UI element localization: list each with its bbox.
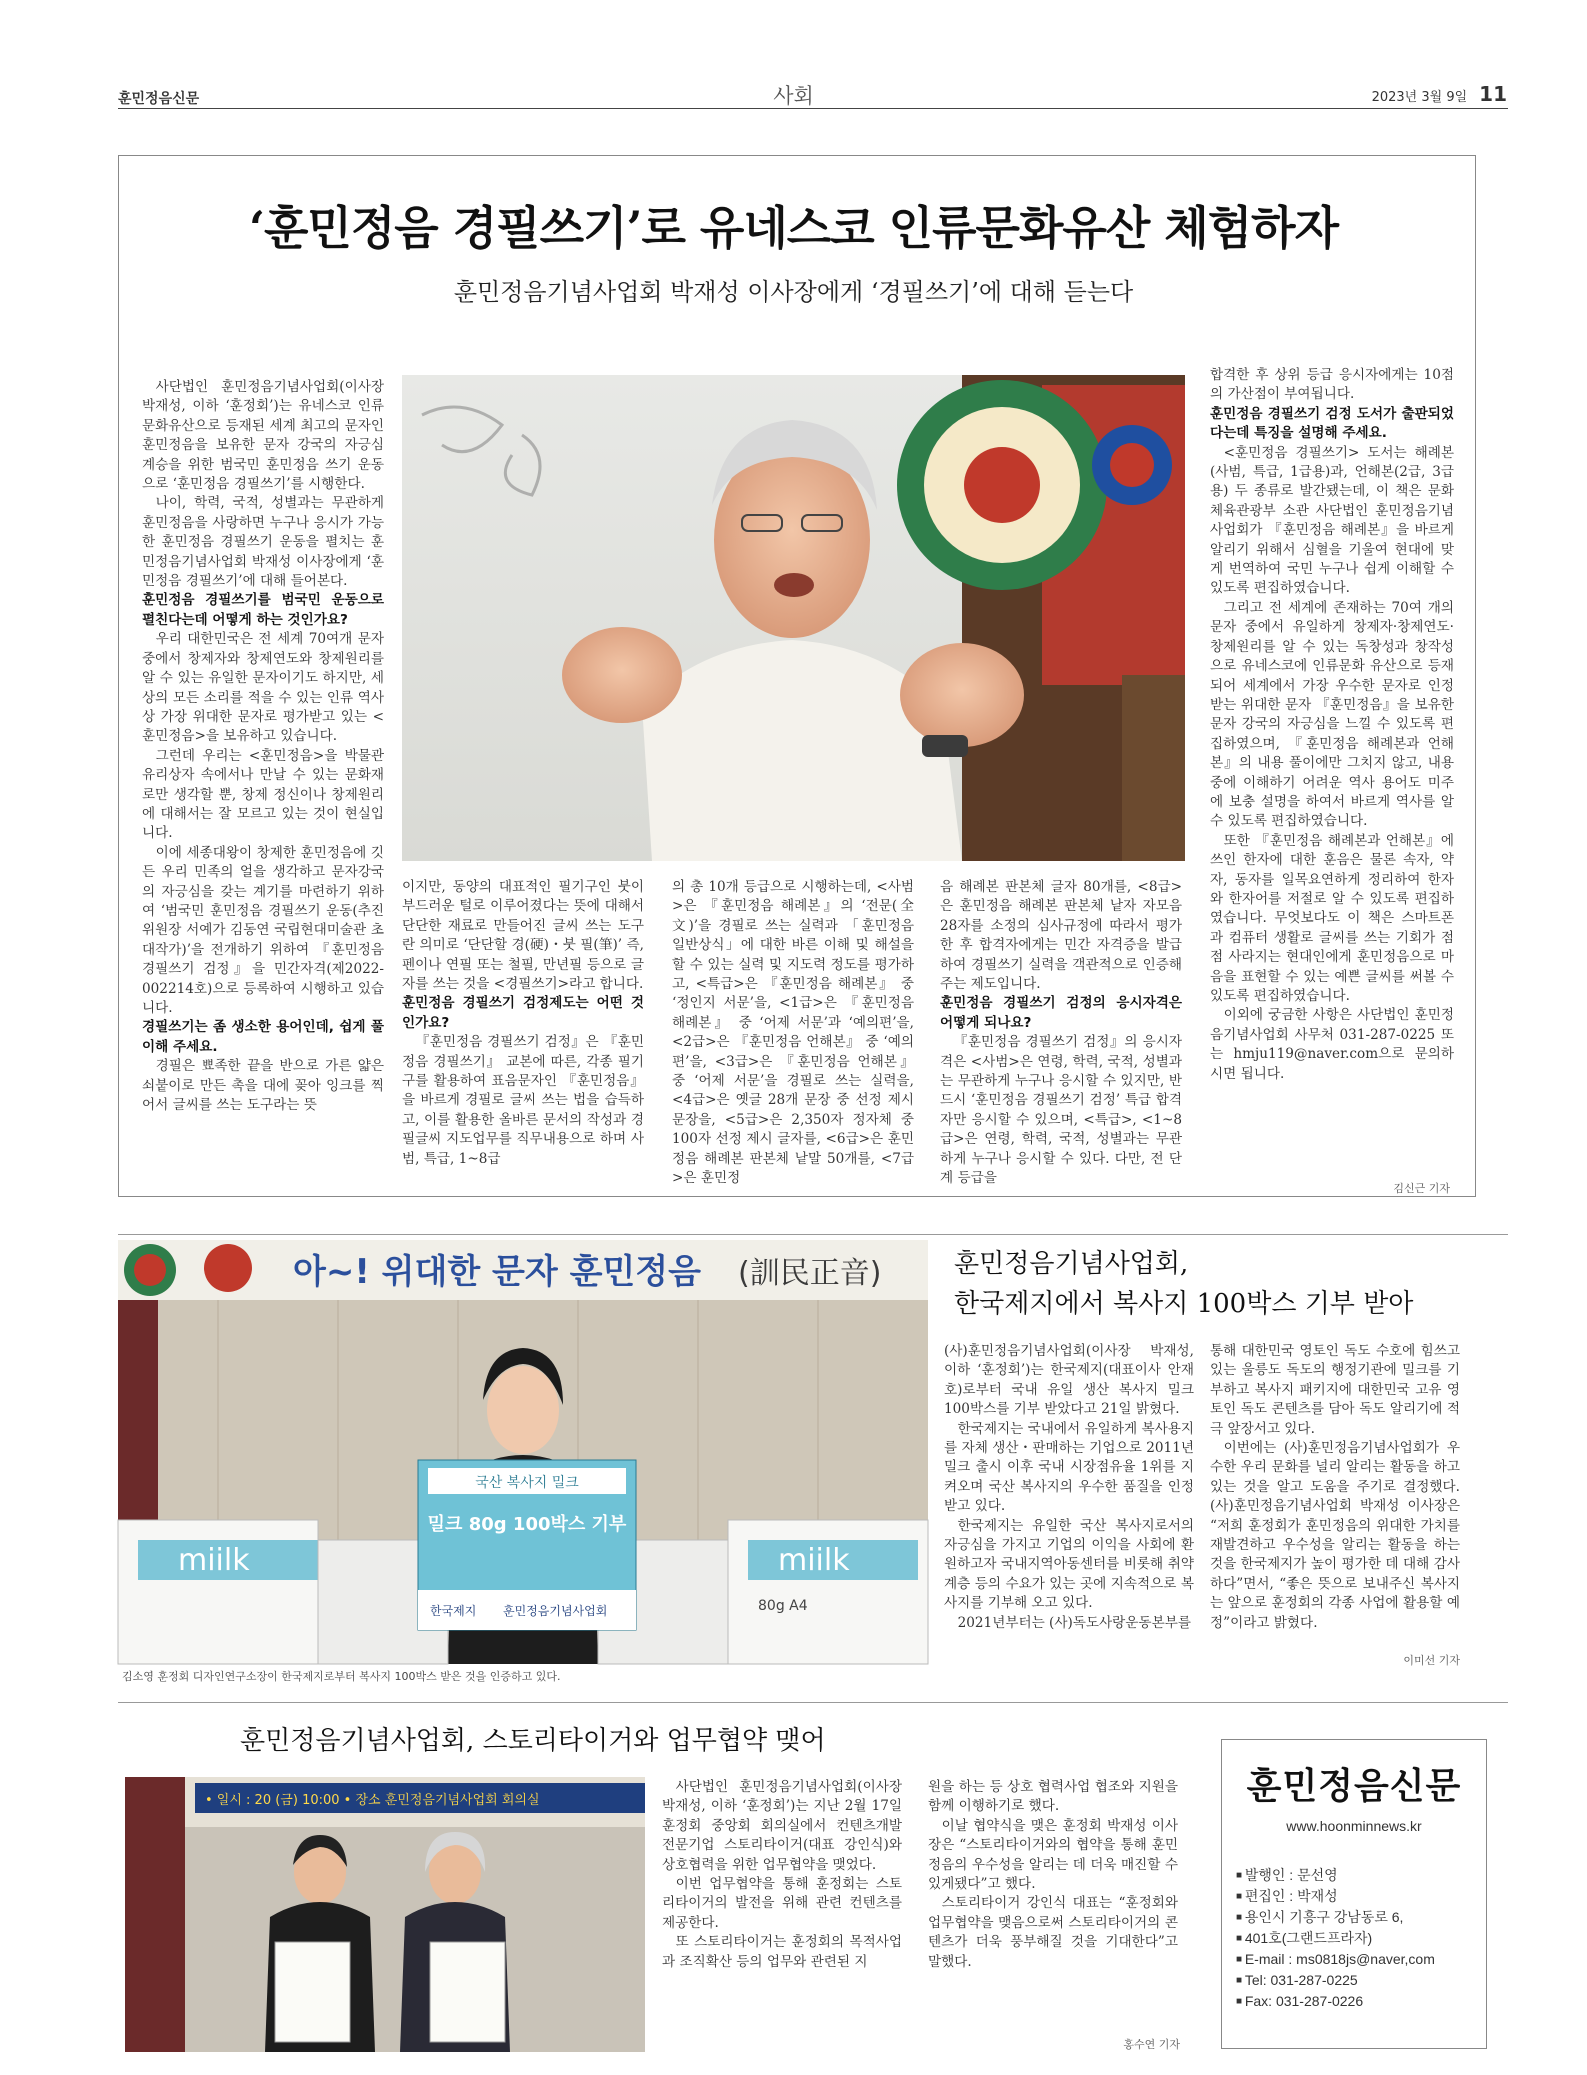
masthead-logo: 훈민정음신문 — [1246, 1766, 1462, 1807]
paragraph: 이에 세종대왕이 창제한 훈민정음에 깃든 우리 민족의 얼을 생각하고 문자강국의 자긍심을 갖는 계기를 마련하기 위하여 ‘범국민 훈민정음 경필쓰기 운동(추진위원장 서예가 김동연 국립현대미술관 초대작가)’을 전개하기 위하여 『훈민정음 경필쓰기 검정』을 민간자격(제2022-002214호)으로 등록하여 시행하고 있습니다. — [142, 844, 384, 1016]
paragraph: 『훈민정음 경필쓰기 검정』의 응시자격은 <사범>은 연령, 학력, 국적, 성별과는 무관하게 누구나 응시할 수 있지만, 반드시 ‘훈민정음 경필쓰기 검정’ 특급 합격자만 응시할 수 있으며, <특급>, <1~8급>은 연령, 학력, 국적, 성별과는 무관하게 누구나 응시할 수 있다. 다만, 전 단계 등급을 — [940, 1034, 1182, 1187]
paragraph: 그리고 전 세계에 존재하는 70여 개의 문자 중에서 유일하게 창제자·창제연도·창제원리를 알 수 있는 독창성과 창작성으로 유네스코에 인류문화 유산으로 등재되어 세계에서 가장 우수한 문자로 인정받는 위대한 문자 『훈민정음』을 보유한 문자 강국의 자긍심을 느낄 수 있도록 편집하였으며, 『훈민정음 해례본과 언해본』의 내용 풀이에만 그치지 않고, 내용 중에 이해하기 어려운 역사 용어도 미주에 보충 설명을 하여서 바르게 역사를 알 수 있도록 편집하였습니다. — [1210, 599, 1454, 830]
banner-hanja: (訓民正音) — [738, 1256, 882, 1291]
paragraph: 나이, 학력, 국적, 성별과는 무관하게 훈민정음을 사랑하면 누구나 응시가 가능한 훈민정음 경필쓰기 운동을 펼치는 훈민정음기념사업회 박재성 이사장에게 ‘훈민정음 경필쓰기’에 대해 들어본다. — [142, 495, 384, 590]
photo-caption: 김소영 훈정회 디자인연구소장이 한국제지로부터 복사지 100박스 받은 것을 인증하고 있다. — [122, 1670, 561, 1683]
article-column — [940, 878, 1182, 1187]
paragraph: 통해 대한민국 영토인 독도 수호에 힘쓰고 있는 울릉도 독도의 행정기관에 밀크를 기부하고 복사지 패키지에 대한민국 고유 영토인 독도 콘텐츠를 담아 독도 알리기에 적극 앞장서고 있다. — [1210, 1343, 1460, 1437]
address-line1: ■ 용인시 기흥구 강남동로 6, — [1236, 1907, 1476, 1928]
article-column — [672, 878, 914, 1187]
fax: ■ Fax: 031-287-0226 — [1236, 1991, 1476, 2012]
paragraph: 이지만, 동양의 대표적인 필기구인 붓이 부드러운 털로 이루어졌다는 뜻에 대해서 단단한 재료로 만들어진 글씨 쓰는 도구란 의미로 ‘단단할 경(硬)・붓 필(筆)’ 즉, 펜이나 연필 또는 철필, 만년필 등으로 글자를 쓰는 것을 <경필쓰기>라고 합니다. — [402, 879, 644, 993]
masthead-url[interactable]: www.hoonminnews.kr — [1286, 1818, 1422, 1834]
paragraph: 이외에 궁금한 사항은 사단법인 훈민정음기념사업회 사무처 031-287-0225 또는 hmju119@naver.com으로 문의하시면 됩니다. — [1210, 1007, 1454, 1082]
article-column — [1210, 366, 1454, 1178]
page-date-number — [1372, 82, 1507, 106]
article-title-line2: 한국제지에서 복사지 100박스 기부 받아 — [954, 1289, 1414, 1319]
article-column — [662, 1778, 902, 2038]
phone: ■ Tel: 031-287-0225 — [1236, 1970, 1476, 1991]
box-brand: miilk — [778, 1543, 850, 1578]
paragraph: 한국제지는 유일한 국산 복사지로서의 자긍심을 가지고 기업의 이익을 사회에 환원하고자 국내지역아동센터를 비롯해 취약계층 등의 수요가 있는 곳에 지속적으로 복사지를 기부해 오고 있다. — [944, 1517, 1194, 1612]
issue-date: 2023년 3월 9일 — [1371, 90, 1468, 105]
paragraph: 사단법인 훈민정음기념사업회(이사장 박재성, 이하 ‘훈정회’)는 지난 2월 17일 훈정회 중앙회 회의실에서 컨텐츠개발 전문기업 스토리타이거(대표 강인식)와 상호협력을 위한 업무협약을 맺었다. — [662, 1779, 902, 1873]
interview-question: 훈민정음 경필쓰기 검정의 응시자격은 어떻게 되나요? — [940, 995, 1182, 1031]
sign-line1: 국산 복사지 밀크 — [475, 1475, 579, 1491]
paragraph: 이번 업무협약을 통해 훈정회는 스토리타이거의 발전을 위해 관련 컨텐츠를 제공한다. — [662, 1876, 902, 1931]
paragraph: 『훈민정음 경필쓰기 검정』은 『훈민정음 경필쓰기』 교본에 따른, 각종 필기구를 활용하여 표음문자인 『훈민정음』을 바르게 경필로 글씨 쓰는 법을 습득하고, 이를 활용한 올바른 문서의 작성과 경필글씨 지도업무를 직무내용으로 하며 사범, 특급, 1~8급 — [402, 1034, 644, 1167]
article-title-line1: 훈민정음기념사업회, — [954, 1249, 1189, 1279]
byline: 김신근 기자 — [1393, 1182, 1450, 1195]
byline: 홍수연 기자 — [1123, 2038, 1180, 2051]
interview-question: 훈민정음 경필쓰기를 범국민 운동으로 펼친다는데 어떻게 하는 것인가요? — [142, 592, 384, 628]
paragraph: 그런데 우리는 <훈민정음>을 박물관 유리상자 속에서나 만날 수 있는 문화재로만 생각할 뿐, 창제 정신이나 창제원리에 대해서는 잘 모르고 있는 것이 현실입니다. — [142, 747, 384, 842]
paragraph: 한국제지는 국내에서 유일하게 복사용지를 자체 생산・판매하는 기업으로 2011년 밀크 출시 이후 국내 시장점유율 1위를 지켜오며 국산 복사지의 우수한 품질을 인정받고 있다. — [944, 1420, 1194, 1515]
paragraph: 이번에는 (사)훈민정음기념사업회가 우수한 우리 문화를 널리 알리는 활동을 하고 있는 것을 알고 도움을 주기로 결정했다. (사)훈민정음기념사업회 박재성 이사장은 “저희 훈정회가 훈민정음의 위대한 가치를 재발견하고 우수성을 알리는 활동을 하는 것을 한국제지가 높이 평가한 데 대해 감사하다”면서, “좋은 뜻으로 보내주신 복사지는 앞으로 훈정회의 각종 사업에 활용할 예정”이라고 밝혔다. — [1210, 1440, 1460, 1631]
email[interactable]: ■ E-mail : ms0818js@naver,com — [1236, 1949, 1476, 1970]
paragraph: 원을 하는 등 상호 협력사업 협조와 지원을 함께 이행하기로 했다. — [928, 1779, 1178, 1815]
publisher: ■ 발행인 : 문선영 — [1236, 1865, 1476, 1886]
agreement-photo — [125, 1777, 645, 2052]
sign-donor: 한국제지 — [430, 1604, 477, 1618]
paragraph: 합격한 후 상위 등급 응시자에게는 10점의 가산점이 부여됩니다. — [1210, 367, 1454, 403]
paragraph: 의 총 10개 등급으로 시행하는데, <사범>은 『훈민정음 해례본』의 ‘전문(全文)’을 경필로 쓰는 실력과 「훈민정음 일반상식」에 대한 바른 이해 및 해설을 할 수 있는 실력 및 지도력 정도를 평가하고, <특급>은 『훈민정음 해례본』 중 ‘정인지 서문’을, <1급>은 『훈민정음 해례본』 중 ‘어제 서문’과 ‘예의편’을, <2급>은 『훈민정음 언해본』 중 ‘예의편’을, <3급>은 『훈민정음 언해본』 중 ‘어제 서문’을 경필로 쓰는 실력을, <4급>은 옛글 28개 문장 중 선정 제시 문장을, <5급>은 2,350자 정자체 중 100자 선정 제시 글자를, <6급>은 훈민정음 해례본 판본체 낱말 50개를, <7급>은 훈민정 — [672, 879, 914, 1187]
article-column — [1210, 1342, 1460, 1642]
paragraph: 음 해례본 판본체 글자 80개를, <8급>은 훈민정음 해례본 판본체 낱자 자모음 28자를 소정의 심사규정에 따라서 평가한 후 합격자에게는 민간 자격증을 발급하여 경필쓰기 실력을 객관적으로 인증해 주는 제도입니다. — [940, 879, 1182, 993]
paragraph: 2021년부터는 (사)독도사랑운동본부를 — [957, 1614, 1191, 1631]
article-column — [928, 1778, 1178, 2018]
paragraph: 이날 협약식을 맺은 훈정회 박재성 이사장은 “스토리타이거와의 협약을 통해 훈민정음의 우수성을 알리는 데 더욱 매진할 수 있게됐다”고 했다. — [928, 1817, 1178, 1893]
header-rule — [118, 108, 1508, 109]
paragraph: 또한 『훈민정음 해례본과 언해본』에 쓰인 한자에 대한 훈음은 물론 속자, 약자, 동자를 일목요연하게 정리하여 한자와 한자어를 저절로 알 수 있도록 편집하였습니다. 무엇보다도 이 책은 스마트폰과 컴퓨터 생활로 글씨를 쓰는 기회가 점점 사라지는 현대인에게 훈민정음으로 마음을 표현할 수 있는 예쁜 글씨를 써볼 수 있도록 편집하였습니다. — [1210, 832, 1454, 1004]
sign-line2: 밀크 80g 100박스 기부 — [427, 1514, 627, 1535]
editor: ■ 편집인 : 박재성 — [1236, 1886, 1476, 1907]
article-column — [944, 1342, 1194, 1662]
article-title: 훈민정음기념사업회, 스토리타이거와 업무협약 맺어 — [240, 1726, 826, 1756]
paragraph: <훈민정음 경필쓰기> 도서는 해례본(사범, 특급, 1급용)과, 언해본(2급, 3급용) 두 종류로 발간됐는데, 이 책은 문화체육관광부 소관 사단법인 훈민정음기념사업회가 『훈민정음 해례본』을 바르게 알리기 위해서 심혈을 기울여 현대에 맞게 번역하여 국민 누구나 쉽게 이해할 수 있도록 편집하였습니다. — [1210, 444, 1454, 597]
address-line2: ■ 401호(그랜드프라자) — [1236, 1928, 1476, 1949]
section-label: 사회 — [773, 84, 814, 108]
masthead-box — [1221, 1739, 1487, 2049]
paragraph: (사)훈민정음기념사업회(이사장 박재성, 이하 ‘훈정회’)는 한국제지(대표이사 안재호)로부터 국내 유일 생산 복사지 밀크 100박스를 기부 받았다고 21일 밝혔다. — [944, 1343, 1194, 1418]
interview-question: 훈민정음 경필쓰기 검정 도서가 출판되었다는데 특징을 설명해 주세요. — [1210, 405, 1454, 442]
masthead-info-list — [1236, 1865, 1476, 2012]
paragraph: 스토리타이거 강인식 대표는 “훈정회와 업무협약을 맺음으로써 스토리타이거의 콘텐츠가 더욱 풍부해질 것을 기대한다”고 말했다. — [928, 1895, 1178, 1970]
paragraph: 또 스토리타이거는 훈정회의 목적사업과 조직확산 등의 업무와 관련된 지 — [662, 1934, 902, 1970]
paper-name: 훈민정음신문 — [118, 91, 200, 107]
article-title: ‘훈민정음 경필쓰기’로 유네스코 인류문화유산 체험하자 — [248, 201, 1339, 255]
section-divider — [118, 1234, 1508, 1235]
article-column — [142, 378, 384, 1178]
byline: 이미선 기자 — [1403, 1654, 1460, 1667]
article-subtitle: 훈민정음기념사업회 박재성 이사장에게 ‘경필쓰기’에 대해 듣는다 — [453, 278, 1134, 306]
sign-recipient: 훈민정음기념사업회 — [503, 1604, 608, 1618]
photo-banner: • 일시 : 20 (금) 10:00 • 장소 훈민정음기념사업회 회의실 — [205, 1793, 540, 1808]
page-number: 11 — [1479, 82, 1507, 106]
paragraph: 경필은 뾰족한 끝을 반으로 가른 얇은 쇠붙이로 만든 촉을 대에 꽂아 잉크를 찍어서 글씨를 쓰는 도구라는 뜻 — [142, 1058, 384, 1114]
box-brand: miilk — [178, 1543, 250, 1578]
paragraph: 우리 대한민국은 전 세계 70여개 문자 중에서 창제자와 창제연도와 창제원리를 알 수 있는 유일한 문자이기도 하지만, 세상의 모든 소리를 적을 수 있는 인류 역사상 가장 위대한 문자로 평가받고 있는 <훈민정음>을 보유하고 있습니다. — [142, 631, 384, 745]
article-column — [402, 878, 644, 1178]
interview-question: 훈민정음 경필쓰기 검정제도는 어떤 것인가요? — [402, 995, 644, 1031]
interview-photo — [402, 375, 1185, 861]
banner-text: 아~! 위대한 문자 훈민정음 — [293, 1252, 701, 1292]
box-spec: 80g A4 — [758, 1598, 808, 1614]
donation-photo — [118, 1240, 928, 1664]
section-divider — [118, 1702, 1508, 1703]
interview-question: 경필쓰기는 좀 생소한 용어인데, 쉽게 풀이해 주세요. — [142, 1019, 384, 1055]
paragraph: 사단법인 훈민정음기념사업회(이사장 박재성, 이하 ‘훈정회’)는 유네스코 인류문화유산으로 등재된 세계 최고의 문자인 훈민정음을 보유한 문자 강국의 자긍심 계승을 위한 범국민 훈민정음 쓰기 운동으로 ‘훈민정음 경필쓰기’를 시행한다. — [142, 379, 384, 493]
